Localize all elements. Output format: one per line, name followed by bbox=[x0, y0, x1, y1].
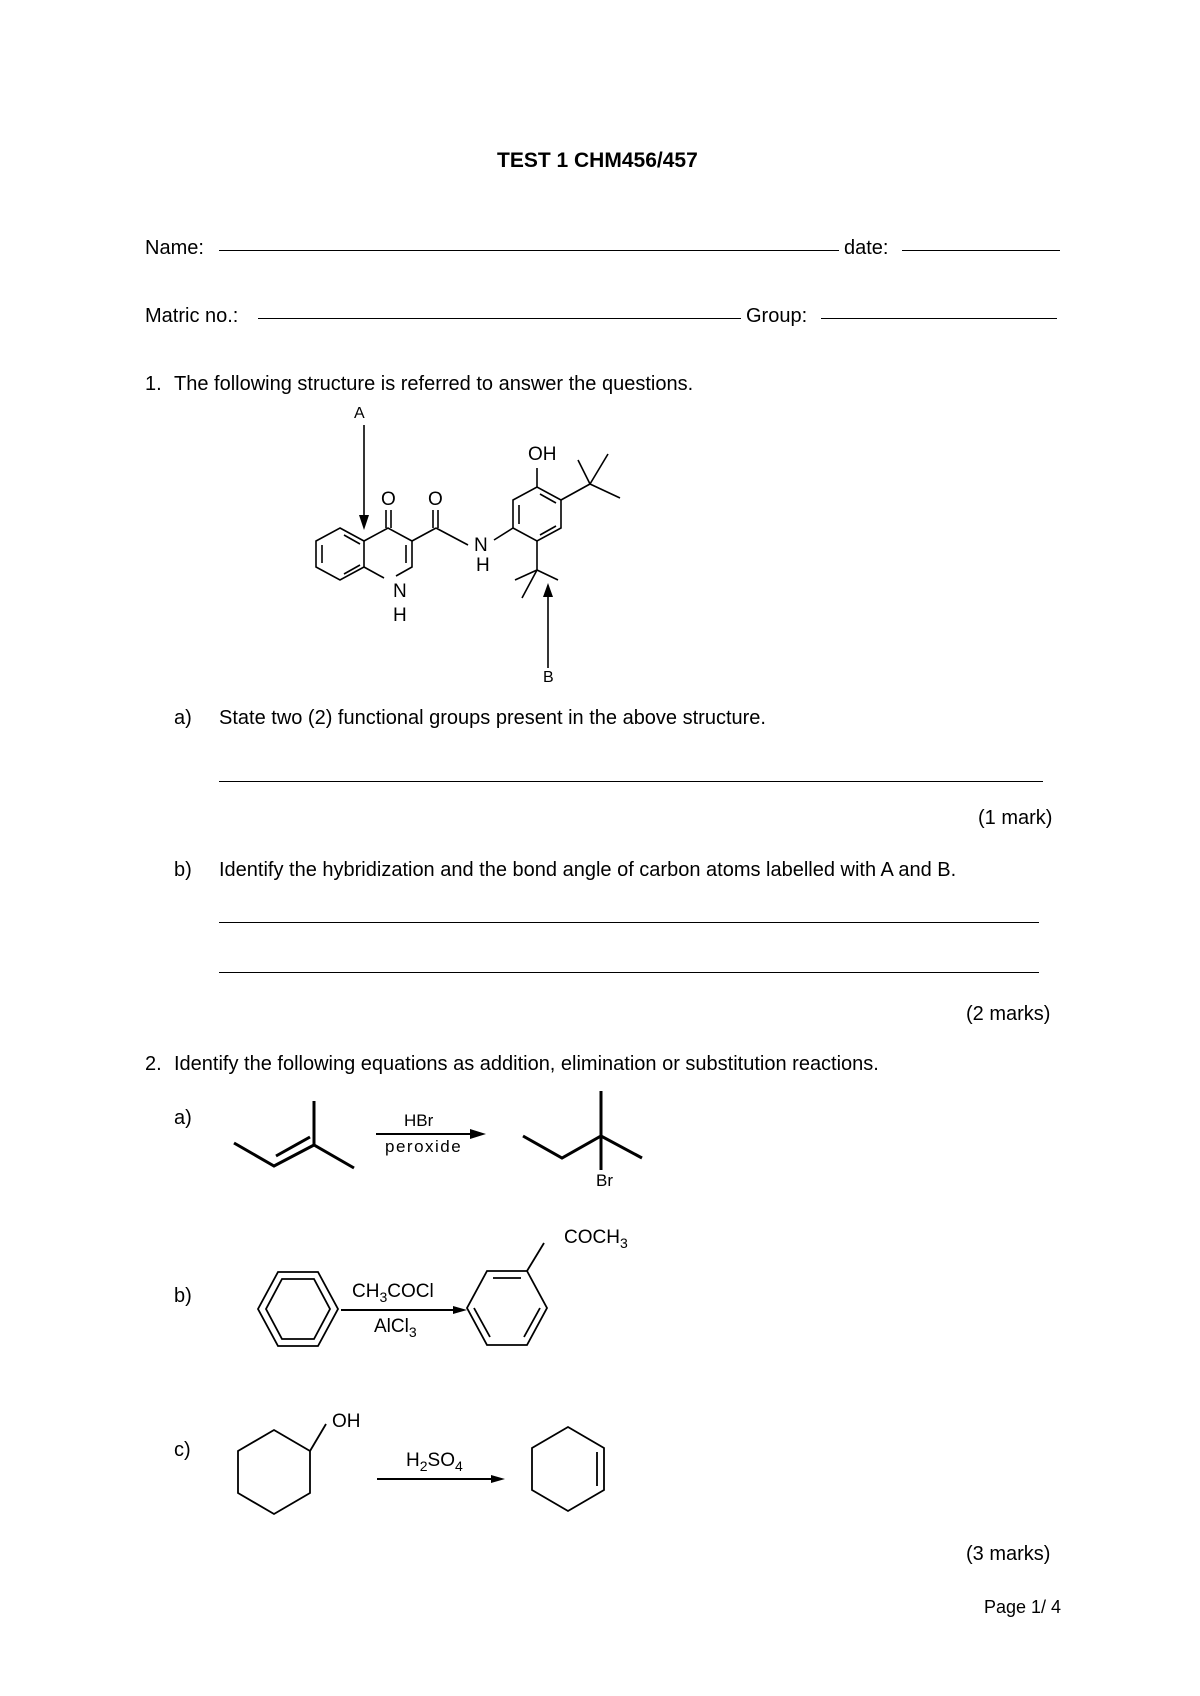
label-N-ring: N bbox=[393, 581, 407, 602]
q2-text: Identify the following equations as addition, elimination or substitution reactions. bbox=[174, 1053, 879, 1075]
q1-text: The following structure is referred to answer the questions. bbox=[174, 373, 694, 395]
label-H-ring: H bbox=[393, 605, 407, 626]
q2a-reagent-top: HBr bbox=[404, 1111, 434, 1130]
q2b-product-label: $COCH_3$ bbox=[564, 1227, 628, 1251]
q1a-label: a) bbox=[174, 707, 192, 729]
q2-number: 2. bbox=[145, 1053, 162, 1075]
label-B: B bbox=[543, 669, 554, 686]
q2-marks: (3 marks) bbox=[966, 1543, 1051, 1565]
q2b-reagent-bottom: AlCl$_3$ bbox=[374, 1316, 417, 1340]
q2c-label: c) bbox=[174, 1439, 191, 1461]
label-A: A bbox=[354, 405, 365, 422]
q1-number: 1. bbox=[145, 373, 162, 395]
q1b-label: b) bbox=[174, 859, 192, 881]
label-N-amide: N bbox=[474, 535, 488, 556]
q1b-text: Identify the hybridization and the bond angle of carbon atoms labelled with A and B. bbox=[219, 859, 957, 881]
q2a-label: a) bbox=[174, 1107, 192, 1129]
page-title: TEST 1 CHM456/457 bbox=[497, 149, 698, 172]
q2a-reagent-bottom: peroxide bbox=[385, 1137, 463, 1156]
q2a-product-br: Br bbox=[596, 1171, 613, 1190]
label-O-ring: O bbox=[381, 489, 396, 510]
q1a-text: State two (2) functional groups present in the above structure. bbox=[219, 707, 766, 729]
q2c-reagent-top: $H_2SO_4$ bbox=[406, 1450, 463, 1474]
date-label: date: bbox=[844, 237, 889, 259]
q1a-marks: (1 mark) bbox=[978, 807, 1053, 829]
q1b-marks: (2 marks) bbox=[966, 1003, 1051, 1025]
q2c-reactant-oh: OH bbox=[332, 1411, 361, 1432]
group-label: Group: bbox=[746, 305, 808, 327]
label-OH: OH bbox=[528, 444, 557, 465]
label-H-amide: H bbox=[476, 555, 490, 576]
q2b-label: b) bbox=[174, 1285, 192, 1307]
label-O-amide: O bbox=[428, 489, 443, 510]
name-label: Name: bbox=[145, 237, 204, 259]
q2b-reagent-top: $CH_3COCl$ bbox=[352, 1281, 434, 1305]
page-number: Page 1/ 4 bbox=[984, 1597, 1062, 1617]
matric-label: Matric no.: bbox=[145, 305, 239, 327]
